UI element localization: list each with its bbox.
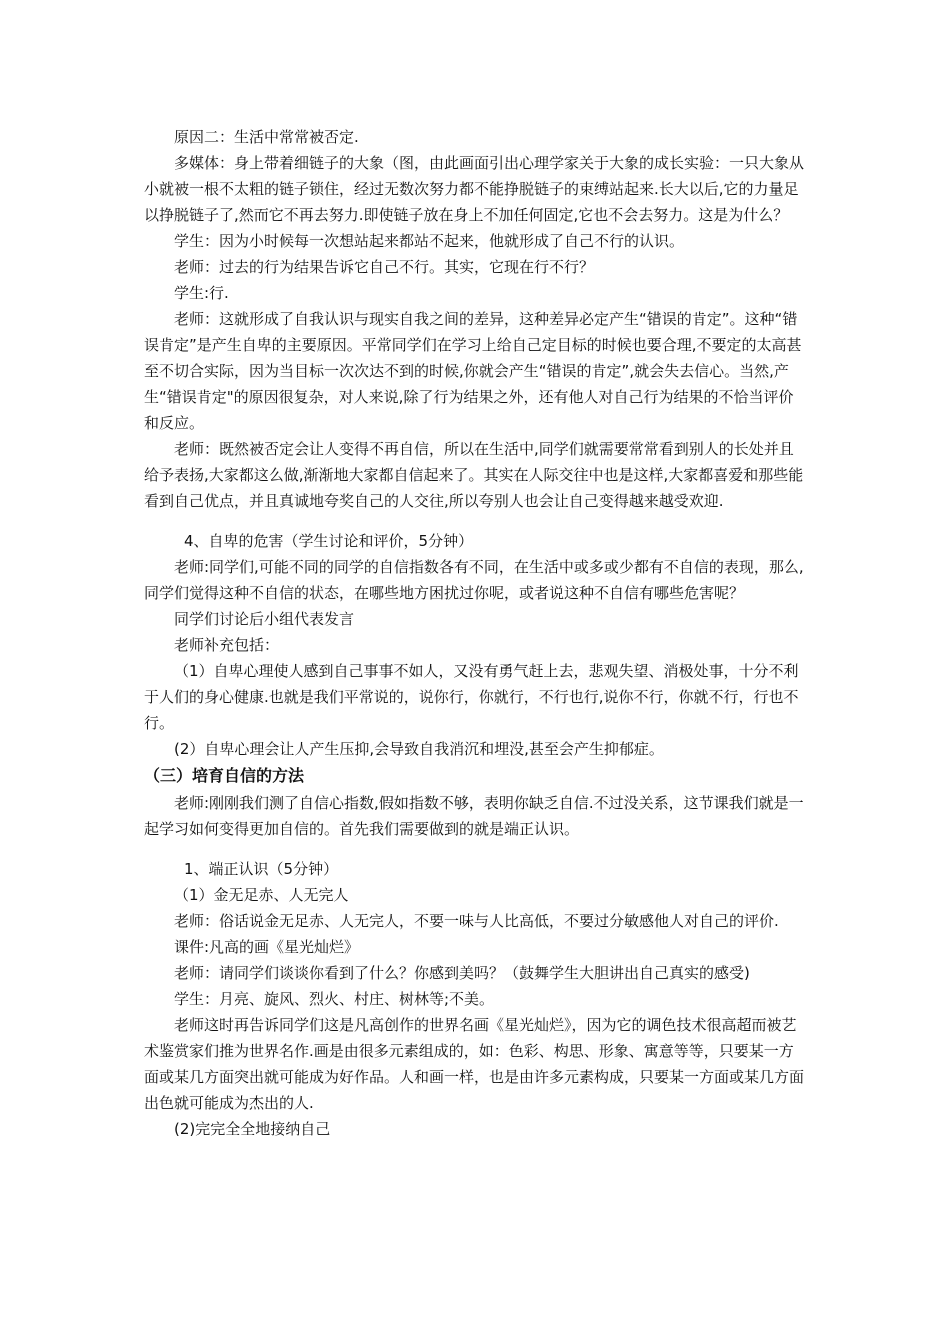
- subheading-accept-yourself: (2)完完全全地接纳自己: [174, 1120, 331, 1138]
- list-item-harm-1: （1）自卑心理使人感到自己事事不如人，又没有勇气赶上去，悲观失望、消极处事，十分不利于人们的身心健康.也就是我们平常说的，说你行，你就行，不行也行,说你不行，你就不行，行也不行。: [144, 662, 799, 732]
- paragraph-teacher-index: 老师:刚刚我们测了自信心指数,假如指数不够，表明你缺乏自信.不过没关系，这节课我们就是一起学习如何变得更加自信的。首先我们需要做到的就是端正认识。: [144, 794, 804, 838]
- paragraph-group-discussion: 同学们讨论后小组代表发言: [174, 610, 355, 628]
- paragraph-student-reply: 学生:行.: [174, 284, 229, 302]
- paragraph-teacher-question: 老师：过去的行为结果告诉它自己不行。其实，它现在行不行？: [174, 258, 595, 276]
- paragraph-teacher-proverb: 老师：俗话说金无足赤、人无完人，不要一味与人比高低，不要过分敏感他人对自己的评价.: [174, 912, 779, 930]
- paragraph-teacher-painting-explanation: 老师这时再告诉同学们这是凡高创作的世界名画《星光灿烂》，因为它的调色技术很高超而被艺术鉴赏家们推为世界名作.画是由很多元素组成的，如：色彩、构思、形象、寓意等等，只要某一方面或某几方面突出就可能成为好作品。人和画一样，也是由许多元素构成，只要某一方面或某几方面出色就可能成为杰出的人.: [144, 1016, 805, 1112]
- paragraph-reason-two: 原因二：生活中常常被否定.: [174, 128, 359, 146]
- paragraph-teacher-praise: 老师：既然被否定会让人变得不再自信，所以在生活中,同学们就需要常常看到别人的长处并且给予表扬,大家都这么做,渐渐地大家都自信起来了。其实在人际交往中也是这样,大家都喜爱和那些能看到自己优点，并且真诚地夸奖自己的人交往,所以夸别人也会让自己变得越来越受欢迎.: [144, 440, 804, 510]
- spacer: [144, 842, 808, 856]
- section-heading-methods: （三）培育自信的方法: [144, 766, 305, 785]
- paragraph-teacher-false-affirmation: 老师：这就形成了自我认识与现实自我之间的差异，这种差异必定产生“错误的肯定”。这种“错误肯定”是产生自卑的主要原因。平常同学们在学习上给自己定目标的时候也要合理,不要定的太高甚至不切合实际，因为当目标一次次达不到的时候,你就会产生“错误的肯定”,就会失去信心。当然,产生“错误肯定"的原因很复杂，对人来说,除了行为结果之外，还有他人对自己行为结果的不恰当评价和反应。: [144, 310, 802, 432]
- paragraph-multimedia: 多媒体：身上带着细链子的大象（图，由此画面引出心理学家关于大象的成长实验：一只大象从小就被一根不太粗的链子锁住，经过无数次努力都不能挣脱链子的束缚站起来.长大以后,它的力量足以挣脱链子了,然而它不再去努力.即使链子放在身上不加任何固定,它也不会去努力。这是为什么？: [144, 154, 805, 224]
- paragraph-teacher-harm-question: 老师:同学们,可能不同的同学的自信指数各有不同，在生活中或多或少都有不自信的表现，那么,同学们觉得这种不自信的状态，在哪些地方困扰过你呢，或者说这种不自信有哪些危害呢？: [144, 558, 804, 602]
- subheading-no-perfect: （1）金无足赤、人无完人: [174, 886, 349, 904]
- paragraph-courseware: 课件:凡高的画《星光灿烂》: [174, 938, 360, 956]
- list-item-harm-2: (2）自卑心理会让人产生压抑,会导致自我消沉和埋没,甚至会产生抑郁症。: [174, 740, 664, 758]
- paragraph-teacher-painting-question: 老师：请同学们谈谈你看到了什么？你感到美吗？（鼓舞学生大胆讲出自己真实的感受): [174, 964, 750, 982]
- document-body: [144, 124, 808, 1142]
- paragraph-student-answer: 学生：因为小时候每一次想站起来都站不起来，他就形成了自己不行的认识。: [174, 232, 685, 250]
- paragraph-student-painting-answer: 学生：月亮、旋风、烈火、村庄、树林等;不美。: [174, 990, 495, 1008]
- section-heading-correct-understanding: 1、端正认识（5分钟）: [184, 860, 339, 878]
- section-heading-harm: 4、自卑的危害（学生讨论和评价，5分钟）: [184, 532, 474, 550]
- spacer: [144, 514, 808, 528]
- paragraph-teacher-supplement: 老师补充包括：: [174, 636, 280, 654]
